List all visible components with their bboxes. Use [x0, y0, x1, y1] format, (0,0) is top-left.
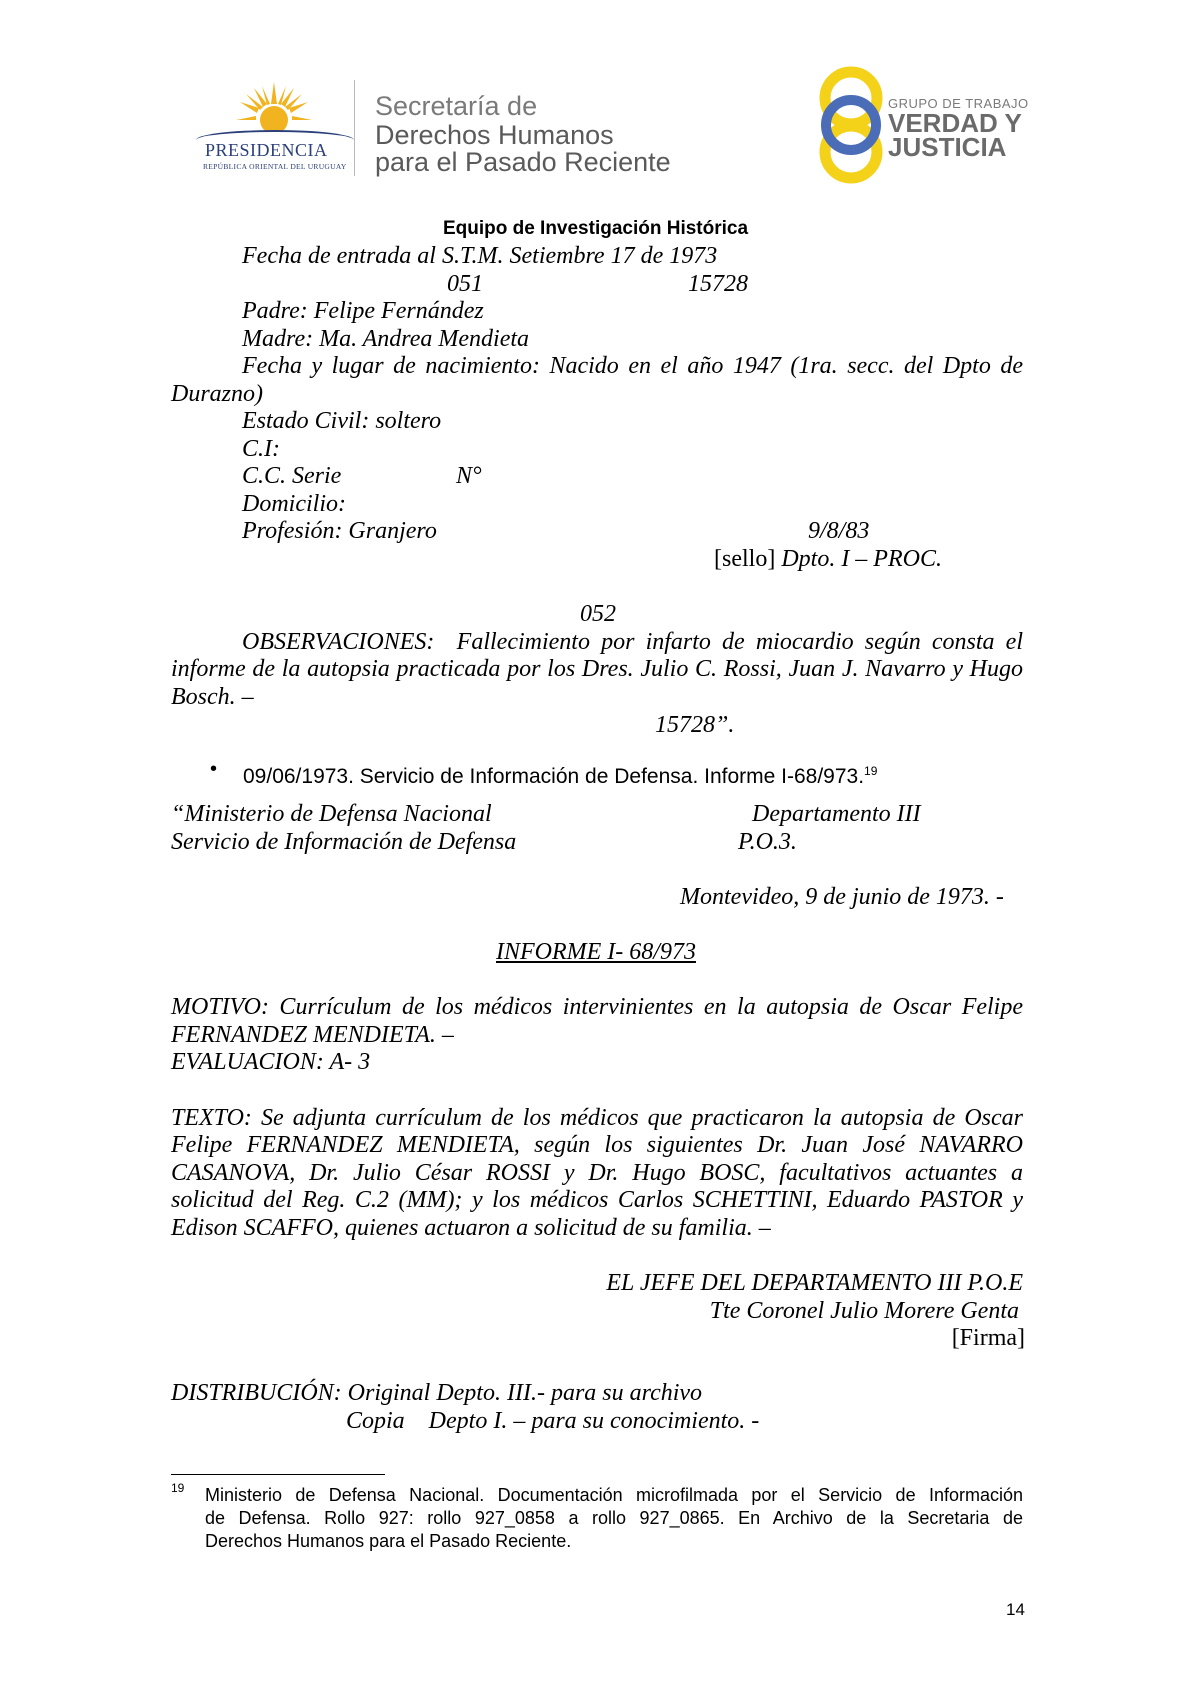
bullet-symbol: •: [210, 758, 218, 780]
observaciones-line-1: OBSERVACIONES: Fallecimiento por infarto de miocardio según consta el: [242, 629, 1023, 655]
motivo-line-1: MOTIVO: Currículum de los médicos intervinientes en la autopsia de Oscar Felipe: [171, 994, 1023, 1020]
estado-civil: Estado Civil: soltero: [242, 408, 442, 434]
footnote-line-1: Ministerio de Defensa Nacional. Documentación microfilmada por el Servicio de Información: [205, 1485, 1023, 1505]
fecha-sello: 9/8/83: [808, 518, 870, 544]
sello-text: Dpto. I – PROC.: [781, 546, 942, 572]
footnote-line-2: de Defensa. Rollo 927: rollo 927_0858 a rollo 927_0865. En Archivo de la Secretaria de: [205, 1508, 1023, 1528]
record-number-c: 052: [580, 601, 616, 627]
bullet-label: 09/06/1973. Servicio de Información de Defensa. Informe I-68/973.: [243, 765, 865, 788]
cc-serie: C.C. Serie: [242, 463, 342, 489]
verdad-justicia-rings-icon: [812, 62, 890, 188]
po: P.O.3.: [738, 829, 797, 855]
distribucion-line-2: Copia Depto I. – para su conocimiento. -: [346, 1408, 760, 1434]
signature-coronel: Tte Coronel Julio Morere Genta: [709, 1298, 1019, 1324]
nacimiento-line-1: Fecha y lugar de nacimiento: Nacido en el año 1947 (1ra. secc. del Dpto de: [242, 353, 1023, 379]
texto-line-2: Felipe FERNANDEZ MENDIETA, según los siguientes Dr. Juan José NAVARRO: [171, 1132, 1023, 1158]
motivo-line-2: FERNANDEZ MENDIETA. –: [171, 1022, 454, 1048]
record-number-a: 051: [447, 271, 483, 297]
page-title: Equipo de Investigación Histórica: [442, 218, 749, 239]
footnote-rule: [171, 1474, 385, 1475]
presidencia-label: PRESIDENCIA: [205, 140, 328, 160]
footnote-number: 19: [171, 1481, 185, 1495]
distribucion-line-1: DISTRIBUCIÓN: Original Depto. III.- para su archivo: [171, 1380, 703, 1406]
justicia-label: JUSTICIA: [888, 132, 1007, 162]
evaluacion: EVALUACION: A- 3: [171, 1049, 371, 1075]
secretaria-line-2: Derechos Humanos: [375, 120, 614, 150]
bullet-text: [243, 758, 877, 790]
observaciones-line-2: informe de la autopsia practicada por los Dres. Julio C. Rossi, Juan J. Navarro y Hugo: [171, 656, 1023, 682]
secretaria-line-3: para el Pasado Reciente: [375, 147, 671, 177]
cc-numero: N°: [456, 463, 482, 489]
grupo-label: GRUPO DE TRABAJO: [888, 96, 1029, 111]
texto-line-5: Edison SCAFFO, quienes actuaron a solicitud de su familia. –: [171, 1215, 771, 1241]
domicilio: Domicilio:: [242, 491, 346, 517]
republica-label: REPÚBLICA ORIENTAL DEL URUGUAY: [203, 162, 347, 171]
record-number-b: 15728: [688, 271, 748, 297]
signature-jefe: EL JEFE DEL DEPARTAMENTO III P.O.E: [606, 1270, 1023, 1296]
ministerio: “Ministerio de Defensa Nacional: [171, 801, 492, 827]
page-number: 14: [1006, 1600, 1025, 1619]
nacimiento-line-2: Durazno): [171, 381, 264, 407]
secretaria-line-1: Secretaría de: [375, 91, 538, 121]
footnote-ref: 19: [864, 764, 878, 778]
madre: Madre: Ma. Andrea Mendieta: [242, 326, 530, 352]
padre: Padre: Felipe Fernández: [242, 298, 484, 324]
lugar-fecha: Montevideo, 9 de junio de 1973. -: [680, 884, 1004, 910]
fecha-entrada: Fecha de entrada al S.T.M. Setiembre 17 de 1973: [242, 243, 718, 269]
texto-line-4: solicitud del Reg. C.2 (MM); y los médicos Carlos SCHETTINI, Eduardo PASTOR y: [171, 1187, 1023, 1213]
informe-title: INFORME I- 68/973: [496, 939, 696, 965]
sello-label: [sello]: [714, 546, 776, 572]
departamento: Departamento III: [752, 801, 921, 827]
closing-number: 15728”.: [655, 712, 735, 738]
header-divider: [354, 80, 355, 176]
texto-line-1: TEXTO: Se adjunta currículum de los médicos que practicaron la autopsia de Oscar: [171, 1105, 1023, 1131]
profesion: Profesión: Granjero: [242, 518, 437, 544]
servicio: Servicio de Información de Defensa: [171, 829, 517, 855]
ci: C.I:: [242, 436, 280, 462]
observaciones-line-3: Bosch. –: [171, 684, 254, 710]
texto-line-3: CASANOVA, Dr. Julio César ROSSI y Dr. Hugo BOSC, facultativos actuantes a: [171, 1160, 1023, 1186]
verdad-label: VERDAD Y: [888, 108, 1022, 138]
signature-firma: [Firma]: [951, 1325, 1025, 1351]
sello-line: [714, 545, 942, 573]
footnote-line-3: Derechos Humanos para el Pasado Reciente.: [205, 1531, 572, 1551]
